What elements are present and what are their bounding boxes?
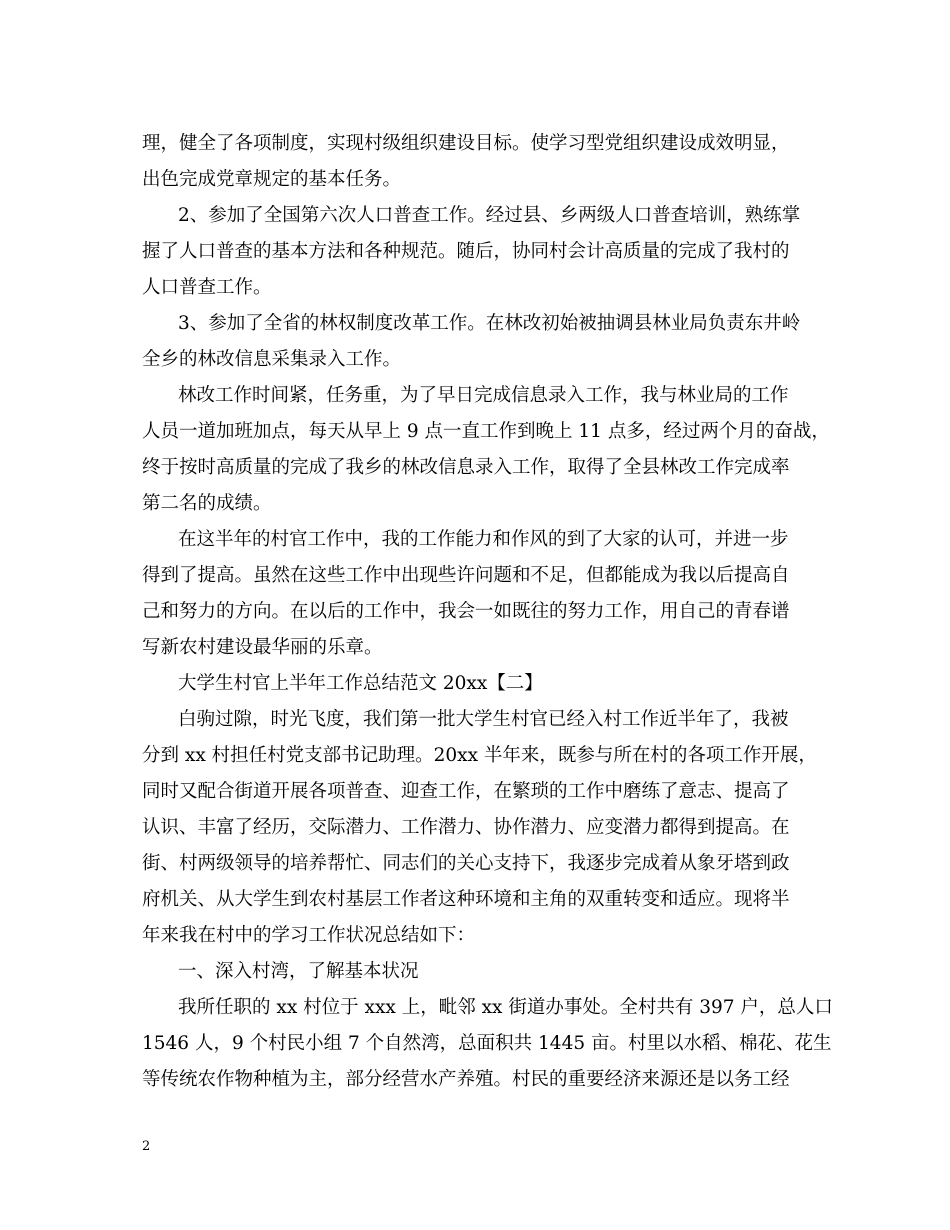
text-line: 握了人口普查的基本方法和各种规范。随后，协同村会计高质量的完成了我村的: [142, 241, 790, 262]
text-line: 1546 人，9 个村民小组 7 个自然湾，总面积共 1445 亩。村里以水稻、棉花、花生: [142, 1033, 832, 1054]
text-line: 己和努力的方向。在以后的工作中，我会一如既往的努力工作，用自己的青春谱: [142, 601, 790, 622]
page-number: 2: [142, 1139, 151, 1154]
section-heading: 大学生村官上半年工作总结范文 20xx【二】: [178, 673, 543, 694]
text-line: 认识、丰富了经历，交际潜力、工作潜力、协作潜力、应变潜力都得到提高。在: [142, 817, 790, 838]
text-line: 3、参加了全省的林权制度改革工作。在林改初始被抽调县林业局负责东井岭: [178, 313, 801, 334]
text-line: 人口普查工作。: [142, 277, 272, 298]
text-line: 在这半年的村官工作中，我的工作能力和作风的到了大家的认可，并进一步: [178, 529, 789, 550]
text-line: 第二名的成绩。: [142, 493, 272, 514]
text-line: 全乡的林改信息采集录入工作。: [142, 349, 402, 370]
text-line: 林改工作时间紧，任务重，为了早日完成信息录入工作，我与林业局的工作: [178, 385, 789, 406]
text-line: 我所任职的 xx 村位于 xxx 上，毗邻 xx 街道办事处。全村共有 397 户，总人口: [178, 997, 833, 1018]
text-line: 街、村两级领导的培养帮忙、同志们的关心支持下，我逐步完成着从象牙塔到政: [142, 853, 790, 874]
section-heading: 一、深入村湾，了解基本状况: [178, 961, 419, 982]
text-line: 同时又配合街道开展各项普查、迎查工作，在繁琐的工作中磨练了意志、提高了: [142, 781, 790, 802]
text-line: 出色完成党章规定的基本任务。: [142, 169, 402, 190]
text-line: 得到了提高。虽然在这些工作中出现些许问题和不足，但都能成为我以后提高自: [142, 565, 790, 586]
text-line: 2、参加了全国第六次人口普查工作。经过县、乡两级人口普查培训，熟练掌: [178, 205, 801, 226]
text-line: 府机关、从大学生到农村基层工作者这种环境和主角的双重转变和适应。现将半: [142, 889, 790, 910]
text-line: 白驹过隙，时光飞度，我们第一批大学生村官已经入村工作近半年了，我被: [178, 709, 789, 730]
text-line: 理，健全了各项制度，实现村级组织建设目标。使学习型党组织建设成效明显，: [142, 133, 790, 154]
text-line: 年来我在村中的学习工作状况总结如下：: [142, 925, 476, 946]
text-line: 人员一道加班加点，每天从早上 9 点一直工作到晚上 11 点多，经过两个月的奋战，: [142, 421, 830, 442]
text-line: 等传统农作物种植为主，部分经营水产养殖。村民的重要经济来源还是以务工经: [142, 1069, 790, 1090]
text-line: 分到 xx 村担任村党支部书记助理。20xx 半年来，既参与所在村的各项工作开展，: [142, 745, 817, 766]
text-line: 写新农村建设最华丽的乐章。: [142, 637, 383, 658]
text-line: 终于按时高质量的完成了我乡的林改信息录入工作，取得了全县林改工作完成率: [142, 457, 790, 478]
